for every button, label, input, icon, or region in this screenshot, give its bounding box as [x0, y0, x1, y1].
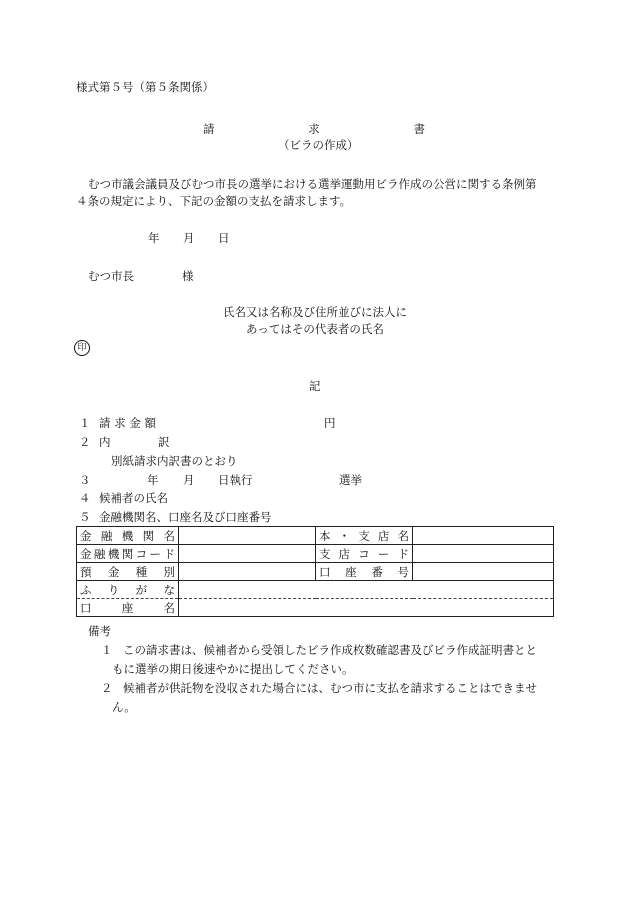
- bank-name-label: 金 融 機 関 名: [77, 527, 179, 545]
- deposit-type-label: 預 金 種 別: [77, 563, 179, 581]
- intro-line-1: むつ市議会議員及びむつ市長の選挙における選挙運動用ビラ作成の公営に関する条例第: [88, 177, 537, 191]
- item1-unit: 円: [324, 416, 336, 430]
- note1-line-1: この請求書は、候補者から受領したビラ作成枚数確認書及びビラ作成証明書とと: [123, 643, 537, 657]
- note1-number: １: [101, 643, 113, 657]
- note2-number: ２: [101, 681, 113, 695]
- bank-code-label: 金 融 機 関 コ ー ド: [77, 545, 179, 563]
- remarks-heading: 備考: [88, 624, 111, 638]
- account-number-field[interactable]: [413, 563, 554, 581]
- item4-label: 候補者の氏名: [99, 491, 168, 505]
- table-row: [77, 563, 554, 581]
- item3-number: ３: [79, 473, 91, 487]
- deposit-type-field[interactable]: [179, 563, 316, 581]
- seal-mark: 印: [74, 340, 90, 356]
- table-row: [77, 581, 554, 599]
- item5-label: 金融機関名、口座名及び口座番号: [99, 510, 272, 524]
- item2-number: ２: [79, 435, 91, 449]
- table-row: [77, 599, 554, 617]
- item2-label-b: 訳: [158, 435, 170, 449]
- item3-year: 年: [147, 473, 159, 487]
- form-number: 様式第５号（第５条関係）: [76, 80, 214, 94]
- item1-number: １: [79, 416, 91, 430]
- addressee-name: むつ市長: [88, 269, 134, 283]
- item1-label: 請 求 金 額: [99, 416, 156, 430]
- account-name-label: 口 座 名: [77, 599, 179, 617]
- note2-line-2: ん。: [112, 700, 136, 714]
- ki-heading: 記: [309, 379, 321, 393]
- date-day: 日: [218, 231, 230, 245]
- branch-name-label: 本 ・ 支 店 名: [316, 527, 413, 545]
- bank-code-field[interactable]: [179, 545, 316, 563]
- item4-number: ４: [79, 491, 91, 505]
- applicant-line-2: あってはその代表者の氏名: [246, 322, 384, 336]
- item2-detail: 別紙請求内訳書のとおり: [111, 454, 238, 468]
- furigana-label: ふ り が な: [77, 581, 179, 599]
- document-subtitle: （ビラの作成）: [278, 138, 359, 152]
- table-row: [77, 545, 554, 563]
- branch-name-field[interactable]: [413, 527, 554, 545]
- bank-account-table: [76, 526, 554, 617]
- branch-code-field[interactable]: [413, 545, 554, 563]
- date-month: 月: [183, 231, 195, 245]
- date-year: 年: [148, 231, 160, 245]
- account-number-label: 口 座 番 号: [316, 563, 413, 581]
- applicant-line-1: 氏名又は名称及び住所並びに法人に: [223, 305, 407, 319]
- note2-line-1: 候補者が供託物を没収された場合には、むつ市に支払を請求することはできませ: [123, 681, 537, 695]
- addressee-honorific: 様: [182, 269, 194, 283]
- account-name-field[interactable]: [179, 599, 554, 617]
- bank-name-field[interactable]: [179, 527, 316, 545]
- intro-line-2: ４条の規定により、下記の金額の支払を請求します。: [76, 194, 352, 208]
- item5-number: ５: [79, 510, 91, 524]
- item3-election: 選挙: [339, 473, 362, 487]
- item2-label-a: 内: [99, 435, 111, 449]
- note1-line-2: もに選挙の期日後速やかに提出してください。: [112, 662, 354, 676]
- branch-code-label: 支 店 コ ー ド: [316, 545, 413, 563]
- title-char-3: 書: [413, 122, 425, 136]
- title-char-2: 求: [308, 122, 320, 136]
- document-title: [203, 122, 425, 136]
- item3-month: 月: [183, 473, 195, 487]
- furigana-field[interactable]: [179, 581, 554, 599]
- table-row: [77, 527, 554, 545]
- item3-day-exec: 日執行: [218, 473, 253, 487]
- title-char-1: 請: [203, 122, 215, 136]
